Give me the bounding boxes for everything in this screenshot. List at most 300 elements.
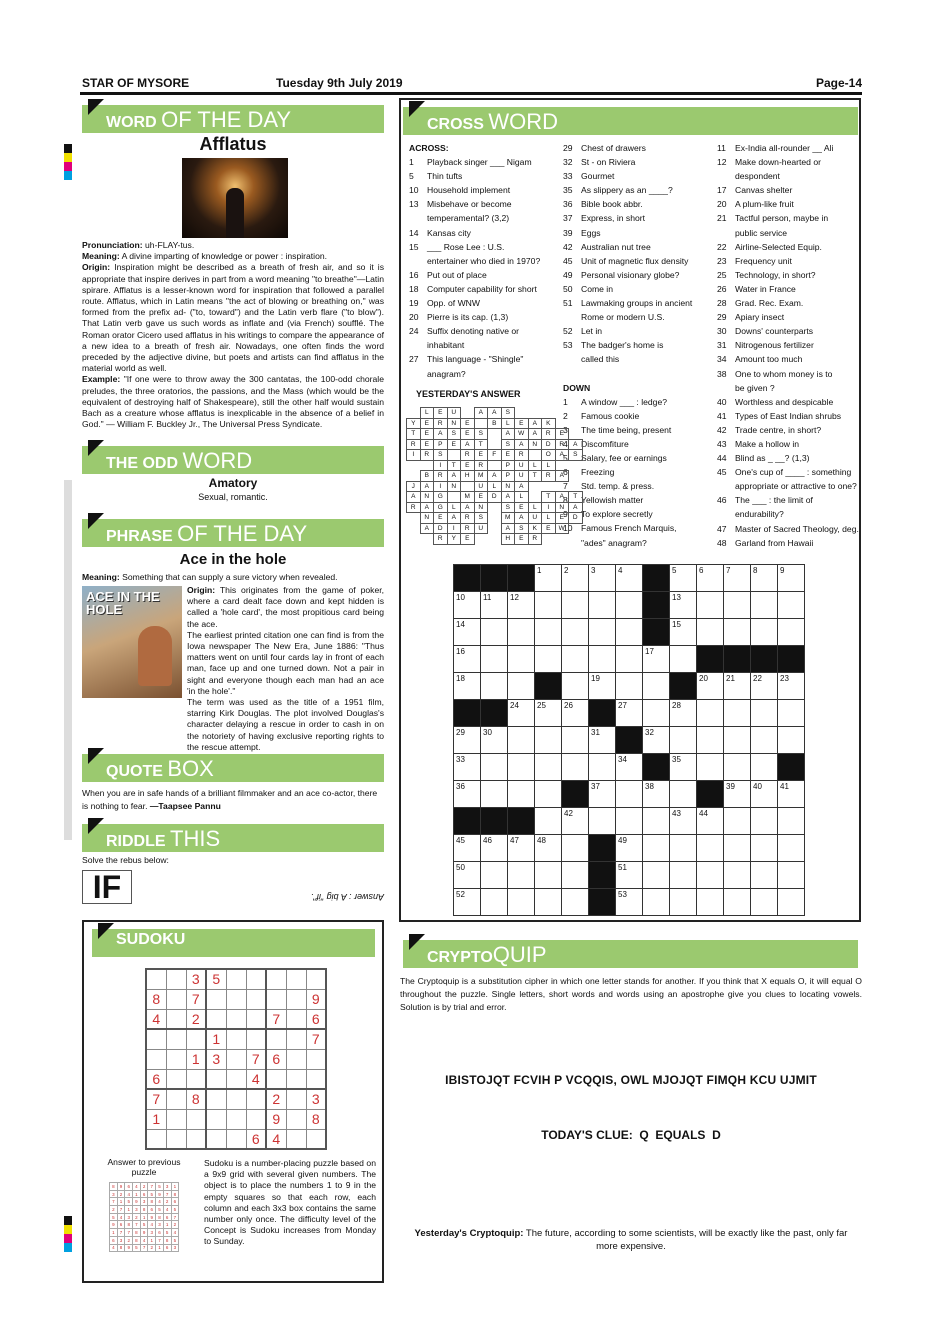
clue: 9 To explore secretly — [563, 509, 653, 520]
crossword-cell[interactable] — [751, 646, 778, 673]
crossword-cell[interactable]: 25 — [535, 700, 562, 727]
answer-cell: 3 — [163, 1183, 171, 1191]
sudoku-cell[interactable]: 7 — [186, 989, 206, 1009]
crossword-cell[interactable] — [535, 754, 562, 781]
sudoku-cell[interactable] — [166, 1069, 186, 1089]
sudoku-cell[interactable]: 7 — [306, 1029, 326, 1049]
sudoku-cell[interactable] — [206, 1109, 226, 1129]
crossword-cell[interactable] — [778, 808, 805, 835]
sudoku-cell[interactable] — [286, 1109, 306, 1129]
crossword-cell[interactable]: 19 — [589, 673, 616, 700]
sudoku-cell[interactable]: 8 — [306, 1109, 326, 1129]
crossword-cell[interactable] — [751, 808, 778, 835]
clue: 15 ___ Rose Lee : U.S. — [409, 241, 505, 252]
crossword-cell[interactable]: 46 — [481, 835, 508, 862]
crossword-cell[interactable] — [724, 808, 751, 835]
crossword-cell[interactable] — [778, 727, 805, 754]
crossword-cell[interactable] — [535, 673, 562, 700]
crossword-cell[interactable] — [589, 808, 616, 835]
sudoku-cell[interactable]: 2 — [186, 1009, 206, 1029]
crossword-cell[interactable] — [481, 700, 508, 727]
answer-cell: 7 — [117, 1229, 125, 1237]
clue: 42 Trade centre, in short? — [717, 424, 822, 435]
crossword-cell[interactable]: 51 — [616, 862, 643, 889]
sudoku-cell[interactable] — [246, 989, 266, 1009]
crossword-cell[interactable]: 39 — [724, 781, 751, 808]
crossword-cell[interactable] — [508, 889, 535, 916]
sudoku-cell[interactable] — [306, 1069, 326, 1089]
crossword-cell[interactable] — [481, 619, 508, 646]
sudoku-cell[interactable]: 7 — [266, 1009, 286, 1029]
crossword-cell[interactable] — [778, 592, 805, 619]
clue: 37 Express, in short — [563, 213, 645, 224]
sudoku-cell[interactable] — [306, 1049, 326, 1069]
crossword-cell[interactable] — [535, 781, 562, 808]
sudoku-cell[interactable] — [226, 1109, 246, 1129]
sudoku-cell[interactable] — [286, 1069, 306, 1089]
phrase-origin: Origin: This originates from the game of poker, where a card dealt face down and kept hidden is called a 'hole card', the most propitious card being the ace. The earliest printed citation one can find is from the Iowa newspaper The New Era, June 1886: "Thus matters went on until four cards lay in front of each man, face up and one turned down. Not a pair in sight and everyone though each man had an ace 'in the hole'." — [187, 585, 384, 696]
crossword-cell[interactable] — [751, 592, 778, 619]
crossword-cell[interactable]: 34 — [616, 754, 643, 781]
clue: temperamental? (3,2) — [427, 213, 510, 224]
sudoku-cell[interactable] — [166, 1089, 186, 1109]
crossword-cell[interactable]: 35 — [670, 754, 697, 781]
answer-cell — [555, 408, 569, 419]
answer-cell: 3 — [110, 1190, 118, 1198]
crossword-cell[interactable] — [778, 619, 805, 646]
crossword-cell[interactable] — [643, 673, 670, 700]
sudoku-cell[interactable] — [226, 1029, 246, 1049]
crossword-cell[interactable] — [751, 835, 778, 862]
crossword-cell[interactable]: 7 — [724, 565, 751, 592]
crossword-cell[interactable]: 49 — [616, 835, 643, 862]
sudoku-cell[interactable] — [166, 969, 186, 989]
crossword-cell[interactable] — [697, 754, 724, 781]
answer-cell: 7 — [110, 1198, 118, 1206]
crossword-cell[interactable]: 20 — [697, 673, 724, 700]
crossword-cell[interactable] — [535, 889, 562, 916]
answer-cell: 9 — [125, 1244, 133, 1252]
crossword-cell[interactable] — [643, 592, 670, 619]
crossword-cell[interactable]: 43 — [670, 808, 697, 835]
answer-cell: U — [515, 460, 529, 471]
sudoku-cell[interactable] — [166, 1129, 186, 1149]
crossword-cell[interactable]: 53 — [616, 889, 643, 916]
crossword-cell[interactable]: 33 — [454, 754, 481, 781]
crossword-cell[interactable]: 48 — [535, 835, 562, 862]
crossword-cell[interactable] — [724, 700, 751, 727]
crossword-cell[interactable] — [481, 808, 508, 835]
sudoku-cell[interactable] — [266, 1069, 286, 1089]
crossword-cell[interactable] — [508, 646, 535, 673]
sudoku-cell[interactable] — [226, 989, 246, 1009]
crossword-cell[interactable]: 3 — [589, 565, 616, 592]
crossword-cell[interactable]: 37 — [589, 781, 616, 808]
crossword-cell[interactable] — [616, 592, 643, 619]
crossword-cell[interactable] — [643, 619, 670, 646]
crossword-cell[interactable]: 2 — [562, 565, 589, 592]
crossword-cell[interactable] — [616, 781, 643, 808]
sudoku-cell[interactable]: 6 — [146, 1069, 166, 1089]
sudoku-cell[interactable] — [246, 969, 266, 989]
sudoku-cell[interactable] — [226, 1009, 246, 1029]
crossword-cell[interactable] — [724, 835, 751, 862]
crossword-cell[interactable] — [643, 808, 670, 835]
answer-cell: M — [501, 513, 515, 524]
sudoku-cell[interactable]: 1 — [186, 1049, 206, 1069]
crossword-cell[interactable] — [508, 862, 535, 889]
sudoku-cell[interactable] — [146, 1029, 166, 1049]
crossword-cell[interactable] — [589, 646, 616, 673]
crossword-cell[interactable] — [454, 700, 481, 727]
crossword-cell[interactable]: 13 — [670, 592, 697, 619]
sudoku-cell[interactable] — [246, 1089, 266, 1109]
sudoku-cell[interactable] — [226, 1049, 246, 1069]
crossword-cell[interactable] — [697, 619, 724, 646]
crossword-cell[interactable] — [562, 646, 589, 673]
sudoku-cell[interactable]: 3 — [206, 1049, 226, 1069]
clue: public service — [735, 227, 788, 238]
sudoku-cell[interactable]: 4 — [146, 1009, 166, 1029]
answer-cell: N — [501, 481, 515, 492]
crossword-cell[interactable]: 50 — [454, 862, 481, 889]
sudoku-cell[interactable] — [246, 1009, 266, 1029]
sudoku-cell[interactable]: 9 — [266, 1109, 286, 1129]
sudoku-cell[interactable]: 6 — [306, 1009, 326, 1029]
crossword-cell[interactable] — [643, 565, 670, 592]
crossword-cell[interactable] — [562, 889, 589, 916]
crossword-cell[interactable]: 6 — [697, 565, 724, 592]
crossword-cell[interactable] — [778, 862, 805, 889]
crossword-cell[interactable] — [508, 565, 535, 592]
crossword-cell[interactable]: 27 — [616, 700, 643, 727]
crossword-cell[interactable] — [697, 889, 724, 916]
crossword-cell[interactable] — [697, 781, 724, 808]
crossword-cell[interactable] — [454, 808, 481, 835]
across-col1: ACROSS: 1 Playback singer ___ Nigam 5 Thin tufts 10 Household implement 13 Misbehave or become temperamental? (3,2) 14 Kansas city 15 ___ Rose Lee : U.S. entertainer who died in 1970? 16 Put out of place 18 Computer capability for short 19 Opp. of WNW 20 Pierre is its cap. (1,3) 24 Suffix denoting native or inhabitant 27 This language - "Shingle" anagram? — [409, 141, 540, 381]
crossword-cell[interactable] — [481, 565, 508, 592]
crossword-cell[interactable]: 22 — [751, 673, 778, 700]
crossword-cell[interactable] — [670, 781, 697, 808]
sudoku-cell[interactable] — [146, 1129, 166, 1149]
crossword-cell[interactable] — [562, 754, 589, 781]
sudoku-cell[interactable] — [226, 1069, 246, 1089]
crossword-cell[interactable] — [697, 700, 724, 727]
sudoku-cell[interactable]: 3 — [306, 1089, 326, 1109]
sudoku-cell[interactable]: 9 — [306, 989, 326, 1009]
sudoku-cell[interactable] — [186, 1109, 206, 1129]
crossword-cell[interactable]: 52 — [454, 889, 481, 916]
sudoku-cell[interactable]: 8 — [186, 1089, 206, 1109]
sudoku-cell[interactable] — [166, 1009, 186, 1029]
sudoku-cell[interactable] — [306, 969, 326, 989]
sudoku-cell[interactable] — [166, 1029, 186, 1049]
answer-cell — [569, 429, 583, 440]
answer-cell: E — [515, 418, 529, 429]
crossword-cell[interactable] — [778, 754, 805, 781]
crossword-cell[interactable] — [616, 646, 643, 673]
crossword-cell[interactable]: 23 — [778, 673, 805, 700]
crossword-cell[interactable] — [643, 889, 670, 916]
crossword-cell[interactable] — [562, 781, 589, 808]
sudoku-cell[interactable] — [186, 1129, 206, 1149]
sudoku-cell[interactable] — [266, 969, 286, 989]
crossword-cell[interactable] — [562, 592, 589, 619]
crossword-cell[interactable] — [724, 754, 751, 781]
sudoku-cell[interactable] — [286, 989, 306, 1009]
crossword-cell[interactable] — [481, 754, 508, 781]
crossword-cell[interactable]: 17 — [643, 646, 670, 673]
sudoku-cell[interactable]: 2 — [266, 1089, 286, 1109]
clue: 32 St - on Riviera — [563, 157, 636, 168]
crossword-cell[interactable] — [751, 754, 778, 781]
crossword-cell[interactable] — [508, 673, 535, 700]
answer-cell: Y — [447, 534, 461, 545]
sudoku-cell[interactable]: 6 — [246, 1129, 266, 1149]
crossword-cell[interactable] — [589, 700, 616, 727]
answer-cell: G — [434, 492, 448, 503]
crossword-cell[interactable] — [481, 781, 508, 808]
crossword-cell[interactable] — [643, 862, 670, 889]
sudoku-cell[interactable] — [186, 1029, 206, 1049]
crossword-cell[interactable] — [589, 754, 616, 781]
sudoku-cell[interactable] — [206, 1129, 226, 1149]
crossword-cell[interactable]: 42 — [562, 808, 589, 835]
answer-cell: R — [420, 450, 434, 461]
answer-cell: 5 — [110, 1213, 118, 1221]
answer-cell: 8 — [148, 1198, 156, 1206]
answer-cell: A — [501, 492, 515, 503]
crossword-cell[interactable] — [508, 727, 535, 754]
answer-cell: 6 — [125, 1183, 133, 1191]
sudoku-cell[interactable]: 1 — [206, 1029, 226, 1049]
crossword-cell[interactable]: 41 — [778, 781, 805, 808]
sudoku-cell[interactable]: 7 — [146, 1089, 166, 1109]
crossword-cell[interactable] — [724, 646, 751, 673]
crossword-cell[interactable] — [616, 727, 643, 754]
sudoku-cell[interactable] — [226, 969, 246, 989]
answer-cell: 5 — [133, 1244, 141, 1252]
crossword-cell[interactable] — [670, 835, 697, 862]
sudoku-cell[interactable] — [286, 1089, 306, 1109]
sudoku-cell[interactable] — [146, 1049, 166, 1069]
sudoku-cell[interactable] — [206, 1069, 226, 1089]
sudoku-cell[interactable] — [306, 1129, 326, 1149]
sudoku-cell[interactable]: 5 — [206, 969, 226, 989]
crossword-cell[interactable] — [562, 619, 589, 646]
sudoku-cell[interactable]: 1 — [146, 1109, 166, 1129]
crossword-cell[interactable] — [535, 862, 562, 889]
crossword-cell[interactable] — [724, 727, 751, 754]
sudoku-cell[interactable]: 4 — [246, 1069, 266, 1089]
crossword-cell[interactable] — [778, 646, 805, 673]
crossword-cell[interactable] — [751, 619, 778, 646]
crossword-cell[interactable] — [535, 646, 562, 673]
crossword-cell[interactable] — [751, 889, 778, 916]
crossword-cell[interactable] — [535, 592, 562, 619]
crossword-cell[interactable] — [535, 619, 562, 646]
crossword-cell[interactable]: 26 — [562, 700, 589, 727]
crossword-cell[interactable]: 47 — [508, 835, 535, 862]
answer-cell: 5 — [148, 1190, 156, 1198]
answer-cell: A — [407, 492, 421, 503]
crossword-cell[interactable] — [670, 646, 697, 673]
sudoku-cell[interactable] — [226, 1129, 246, 1149]
sudoku-cell[interactable] — [266, 989, 286, 1009]
crossword-cell[interactable] — [724, 862, 751, 889]
sudoku-answer-label: Answer to previous puzzle — [107, 1157, 181, 1177]
crossword-cell[interactable] — [751, 727, 778, 754]
sudoku-cell[interactable] — [186, 1069, 206, 1089]
crossword-cell[interactable]: 15 — [670, 619, 697, 646]
crossword-cell[interactable] — [508, 619, 535, 646]
crossword-cell[interactable] — [778, 835, 805, 862]
sudoku-cell[interactable] — [286, 1129, 306, 1149]
crossword-cell[interactable]: 4 — [616, 565, 643, 592]
crossword-cell[interactable] — [697, 592, 724, 619]
sudoku-cell[interactable] — [206, 1009, 226, 1029]
crossword-cell[interactable] — [508, 781, 535, 808]
crossword-cell[interactable] — [454, 565, 481, 592]
crossword-cell[interactable]: 24 — [508, 700, 535, 727]
word-of-day-word: Afflatus — [199, 134, 267, 154]
answer-cell: S — [434, 450, 448, 461]
crossword-cell[interactable] — [670, 673, 697, 700]
crossword-cell[interactable] — [724, 889, 751, 916]
crossword-cell[interactable] — [670, 727, 697, 754]
crossword-cell[interactable] — [616, 673, 643, 700]
clue: 49 Personal visionary globe? — [563, 269, 680, 280]
crossword-cell[interactable] — [724, 592, 751, 619]
crossword-cell[interactable] — [481, 673, 508, 700]
crossword-cell[interactable]: 31 — [589, 727, 616, 754]
sudoku-cell[interactable]: 8 — [146, 989, 166, 1009]
crossword-cell[interactable]: 10 — [454, 592, 481, 619]
crossword-cell[interactable] — [616, 808, 643, 835]
crossword-cell[interactable]: 1 — [535, 565, 562, 592]
sudoku-grid — [145, 968, 327, 1150]
sudoku-cell[interactable]: 3 — [186, 969, 206, 989]
crossword-cell[interactable]: 44 — [697, 808, 724, 835]
crossword-cell[interactable]: 29 — [454, 727, 481, 754]
crossword-cell[interactable]: 40 — [751, 781, 778, 808]
crossword-cell[interactable]: 45 — [454, 835, 481, 862]
crossword-cell[interactable] — [697, 835, 724, 862]
sudoku-cell[interactable] — [206, 989, 226, 1009]
crossword-cell[interactable]: 5 — [670, 565, 697, 592]
crossword-cell[interactable] — [697, 862, 724, 889]
crossword-cell[interactable] — [643, 835, 670, 862]
cryptoquip-intro: The Cryptoquip is a substitution cipher in which one letter stands for another. If you think that X equals O, it will equal O throughout the puzzle. Single letters, short words and words using an apostrophe give you clues to locating vowels. Solution is by trial and error. — [400, 976, 862, 1012]
crossword-cell[interactable]: 36 — [454, 781, 481, 808]
clue: 31 Nitrogenous fertilizer — [717, 340, 814, 351]
crossword-cell[interactable] — [670, 889, 697, 916]
crossword-cell[interactable] — [562, 727, 589, 754]
crossword-cell[interactable]: 38 — [643, 781, 670, 808]
crossword-cell[interactable] — [481, 862, 508, 889]
crossword-cell[interactable] — [670, 862, 697, 889]
crossword-cell[interactable] — [589, 862, 616, 889]
crossword-cell[interactable] — [724, 619, 751, 646]
answer-cell: A — [447, 513, 461, 524]
crossword-cell[interactable] — [508, 808, 535, 835]
crossword-cell[interactable] — [508, 754, 535, 781]
sudoku-cell[interactable] — [286, 969, 306, 989]
answer-cell: 5 — [156, 1206, 164, 1214]
crossword-cell[interactable]: 8 — [751, 565, 778, 592]
crossword-cell[interactable]: 32 — [643, 727, 670, 754]
crossword-cell[interactable] — [589, 619, 616, 646]
crossword-cell[interactable]: 28 — [670, 700, 697, 727]
answer-cell: A — [488, 471, 502, 482]
sudoku-cell[interactable] — [206, 1089, 226, 1109]
sudoku-cell[interactable] — [246, 1109, 266, 1129]
crossword-cell[interactable] — [589, 592, 616, 619]
clue: 4 Discomfiture — [563, 438, 629, 449]
crossword-cell[interactable] — [697, 727, 724, 754]
sudoku-cell[interactable] — [166, 989, 186, 1009]
crossword-cell[interactable] — [562, 673, 589, 700]
sudoku-cell[interactable]: 6 — [266, 1049, 286, 1069]
sudoku-cell[interactable] — [226, 1089, 246, 1109]
crossword-cell[interactable] — [562, 862, 589, 889]
crossword-cell[interactable]: 16 — [454, 646, 481, 673]
answer-cell — [542, 408, 556, 419]
sudoku-cell[interactable] — [166, 1049, 186, 1069]
crossword-cell[interactable]: 18 — [454, 673, 481, 700]
sudoku-cell[interactable]: 7 — [246, 1049, 266, 1069]
crossword-cell[interactable]: 11 — [481, 592, 508, 619]
crossword-cell[interactable] — [751, 700, 778, 727]
sudoku-cell[interactable] — [166, 1109, 186, 1129]
crossword-cell[interactable]: 21 — [724, 673, 751, 700]
crossword-cell[interactable] — [535, 727, 562, 754]
crossword-cell[interactable] — [535, 808, 562, 835]
crossword-cell[interactable] — [643, 754, 670, 781]
answer-cell: A — [447, 471, 461, 482]
sudoku-cell[interactable] — [146, 969, 166, 989]
crossword-cell[interactable] — [697, 646, 724, 673]
crossword-cell[interactable] — [481, 889, 508, 916]
sudoku-cell[interactable] — [246, 1029, 266, 1049]
crossword-cell[interactable] — [589, 889, 616, 916]
answer-cell: 1 — [148, 1236, 156, 1244]
sudoku-cell[interactable] — [266, 1029, 286, 1049]
crossword-cell[interactable] — [778, 889, 805, 916]
crossword-cell[interactable] — [616, 619, 643, 646]
clue: 5 Thin tufts — [409, 171, 463, 182]
crossword-cell[interactable]: 12 — [508, 592, 535, 619]
crossword-cell[interactable]: 9 — [778, 565, 805, 592]
answer-cell: 5 — [140, 1221, 148, 1229]
crossword-cell[interactable] — [589, 835, 616, 862]
sudoku-cell[interactable] — [286, 1029, 306, 1049]
crossword-cell[interactable] — [751, 862, 778, 889]
crossword-cell[interactable] — [481, 646, 508, 673]
clue: 35 As slippery as an ____? — [563, 185, 673, 196]
answer-cell: 4 — [163, 1206, 171, 1214]
crossword-cell[interactable] — [778, 700, 805, 727]
crossword-cell[interactable]: 30 — [481, 727, 508, 754]
crossword-cell[interactable] — [643, 700, 670, 727]
sudoku-cell[interactable] — [286, 1009, 306, 1029]
answer-cell: E — [474, 450, 488, 461]
crossword-cell[interactable] — [562, 835, 589, 862]
sudoku-cell[interactable] — [286, 1049, 306, 1069]
film-poster — [82, 586, 182, 698]
sudoku-cell[interactable]: 4 — [266, 1129, 286, 1149]
crossword-cell[interactable]: 14 — [454, 619, 481, 646]
